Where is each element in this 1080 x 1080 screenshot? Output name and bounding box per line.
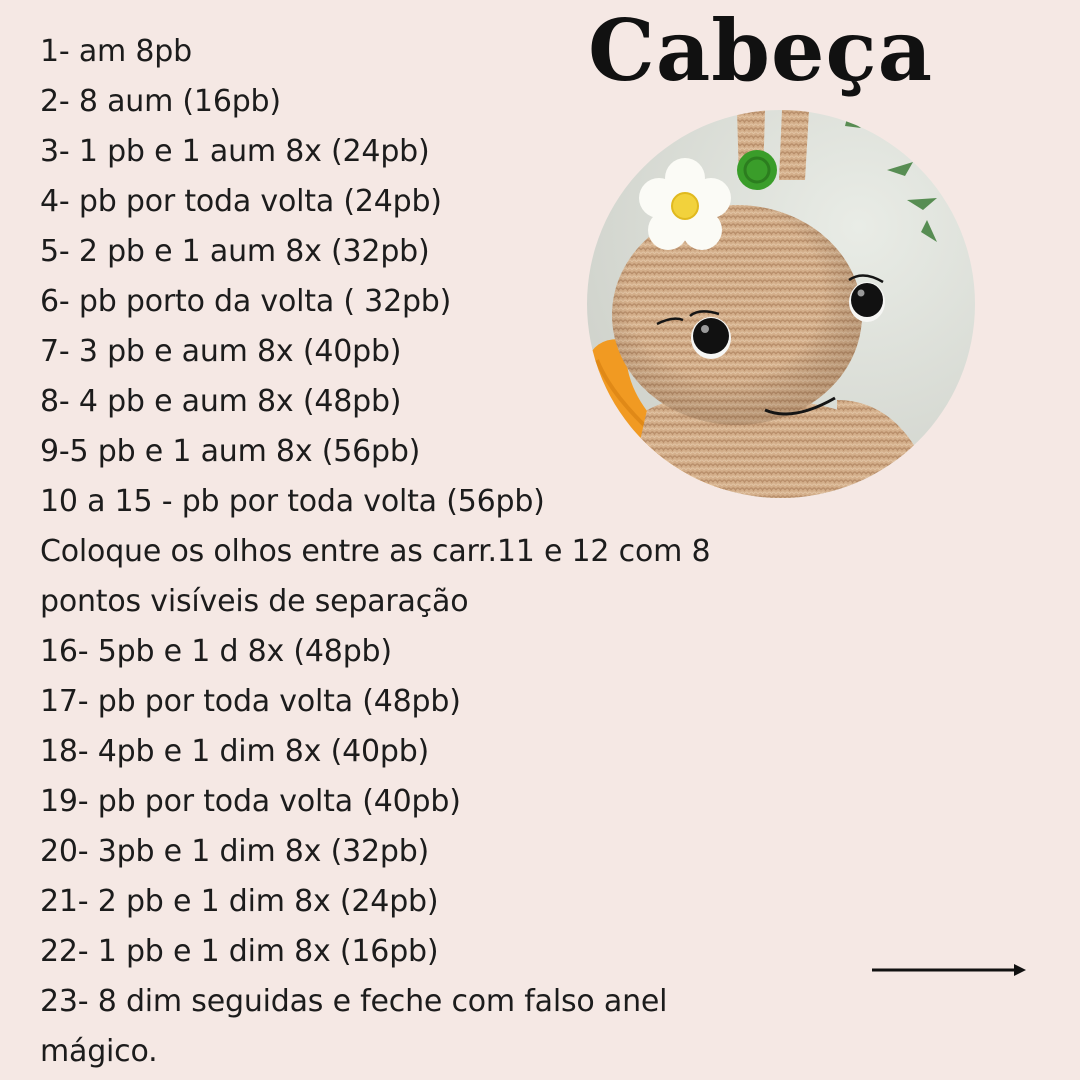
page-title: Cabeça — [588, 1, 934, 100]
pattern-step: 23- 8 dim seguidas e feche com falso anel — [40, 984, 668, 1019]
pattern-step: 1- am 8pb — [40, 34, 192, 69]
pattern-note: Coloque os olhos entre as carr.11 e 12 com 8 — [40, 534, 711, 569]
pattern-step: 21- 2 pb e 1 dim 8x (24pb) — [40, 884, 439, 919]
pattern-step: 3- 1 pb e 1 aum 8x (24pb) — [40, 134, 430, 169]
pattern-steps-list — [40, 27, 711, 1077]
pattern-step: 20- 3pb e 1 dim 8x (32pb) — [40, 834, 430, 869]
crochet-doll-photo — [587, 110, 975, 498]
pattern-step: mágico. — [40, 1034, 158, 1069]
pattern-step: 22- 1 pb e 1 dim 8x (16pb) — [40, 934, 439, 969]
pattern-note: pontos visíveis de separação — [40, 584, 469, 619]
pattern-step: 9-5 pb e 1 aum 8x (56pb) — [40, 434, 421, 469]
arrow-right-icon[interactable] — [872, 960, 1028, 980]
pattern-step: 16- 5pb e 1 d 8x (48pb) — [40, 634, 392, 669]
pattern-step: 10 a 15 - pb por toda volta (56pb) — [40, 484, 545, 519]
pattern-step: 18- 4pb e 1 dim 8x (40pb) — [40, 734, 430, 769]
pattern-step: 6- pb porto da volta ( 32pb) — [40, 284, 452, 319]
pattern-step: 4- pb por toda volta (24pb) — [40, 184, 442, 219]
pattern-step: 17- pb por toda volta (48pb) — [40, 684, 461, 719]
pattern-step: 8- 4 pb e aum 8x (48pb) — [40, 384, 402, 419]
pattern-step: 5- 2 pb e 1 aum 8x (32pb) — [40, 234, 430, 269]
pattern-step: 2- 8 aum (16pb) — [40, 84, 281, 119]
pattern-step: 7- 3 pb e aum 8x (40pb) — [40, 334, 402, 369]
pattern-step: 19- pb por toda volta (40pb) — [40, 784, 461, 819]
